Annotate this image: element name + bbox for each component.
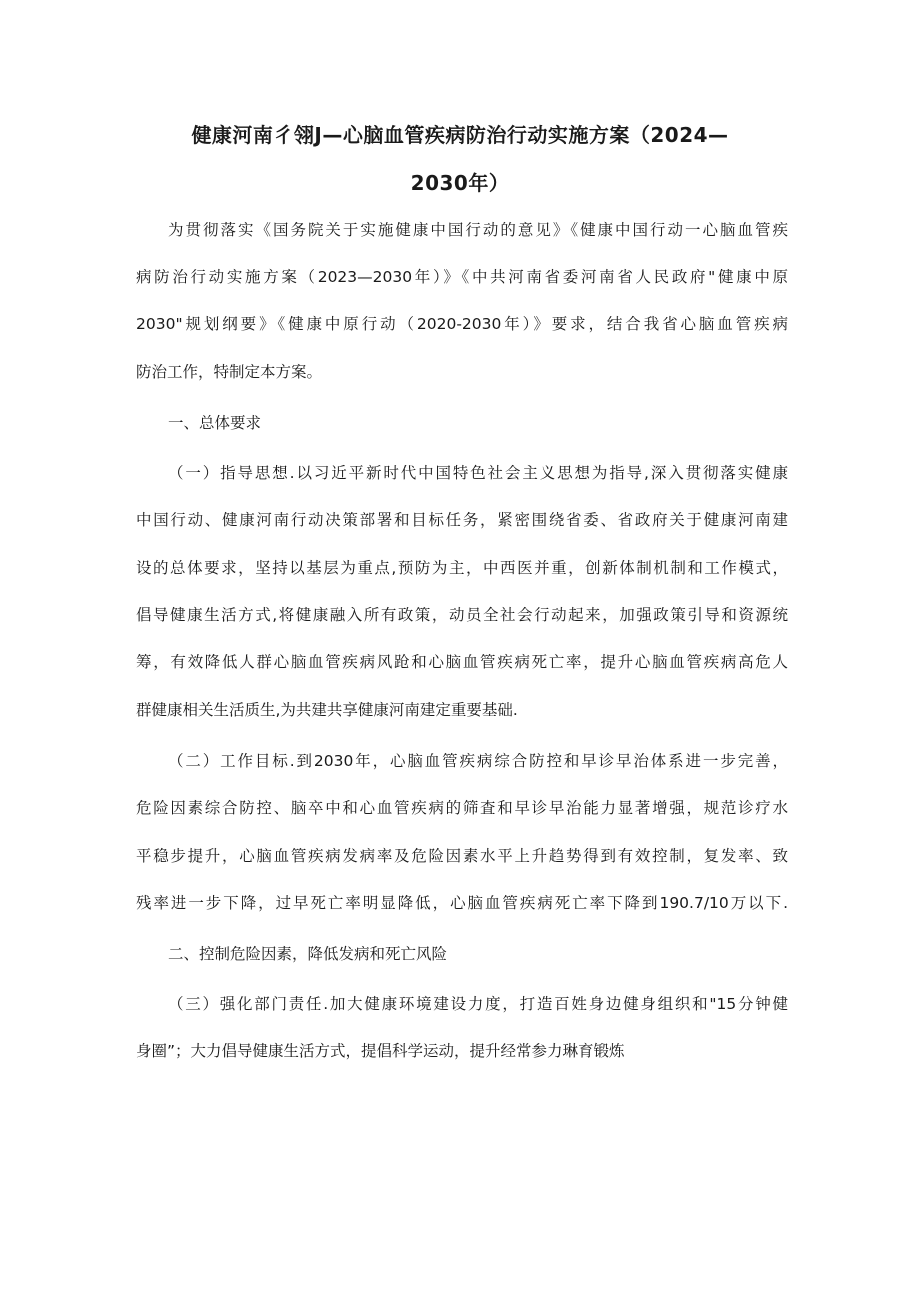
document-title-line-2: 2030年） (410, 171, 510, 195)
intro-line-2: 病防治行动实施方案（2023—2030年）》《中共河南省委河南省人民政府"健康中原 (136, 268, 788, 286)
paragraph-2-line-4: 残率进一步下降，过早死亡率明显降低，心脑血管疾病死亡率下降到190.7/10万以下. (136, 894, 788, 912)
paragraph-2-line-2: 危险因素综合防控、脑卒中和心血管疾病的筛査和早诊早治能力显著增强，规范诊疗水 (136, 799, 788, 817)
paragraph-3-line-1: （三）强化部门责任.加大健康环境建设力度，打造百姓身边健身组织和"15分钟健 (168, 995, 788, 1013)
paragraph-1-line-4: 倡导健康生活方式,将健康融入所有政策，动员全社会行动起来，加强政策引导和资源统 (136, 606, 788, 624)
paragraph-1-line-5: 筹，有效降低人群心脑血管疾病风跄和心脑血管疾病死亡率，提升心脑血管疾病高危人 (136, 653, 788, 671)
document-title-line-1: 健康河南彳翎J—心脑血管疾病防治行动实施方案（2024— (191, 123, 729, 147)
paragraph-1-line-2: 中国行动、健康河南行动决策部署和目标任务，紧密围绕省委、省政府关于健康河南建 (136, 511, 788, 529)
paragraph-2-line-1: （二）工作目标.到2030年，心脑血管疾病综合防控和早诊早治体系进一步完善， (168, 752, 788, 770)
intro-line-4: 防治工作，特制定本方案。 (136, 363, 323, 381)
paragraph-1-line-1: （一）指导思想.以习近平新时代中国特色社会主义思想为指导,深入贯彻落实健康 (168, 464, 788, 482)
paragraph-1-line-3: 设的总体要求，坚持以基层为重点,预防为主，中西医并重，创新体制机制和工作模式， (136, 559, 788, 577)
intro-line-1: 为贯彻落实《国务院关于实施健康中国行动的意见》《健康中国行动一心脑血管疾 (168, 221, 788, 239)
paragraph-2-line-3: 平稳步提升，心脑血管疾病发病率及危险因素水平上升趋势得到有效控制，复发率、致 (136, 847, 788, 865)
paragraph-1-line-6: 群健康相关生活质生,为共建共享健康河南建定重要基础. (136, 701, 518, 719)
paragraph-3-line-2: 身圈”；大力倡导健康生活方式，提倡科学运动，提升经常参力琳育锻炼 (136, 1042, 625, 1060)
section-heading-risk-control: 二、控制危险因素，降低发病和死亡风险 (168, 945, 448, 963)
section-heading-general-requirements: 一、总体要求 (168, 414, 262, 432)
intro-line-3: 2030"规划纲要》《健康中原行动（2020-2030年）》要求，结合我省心脑血管疾病 (136, 315, 788, 333)
